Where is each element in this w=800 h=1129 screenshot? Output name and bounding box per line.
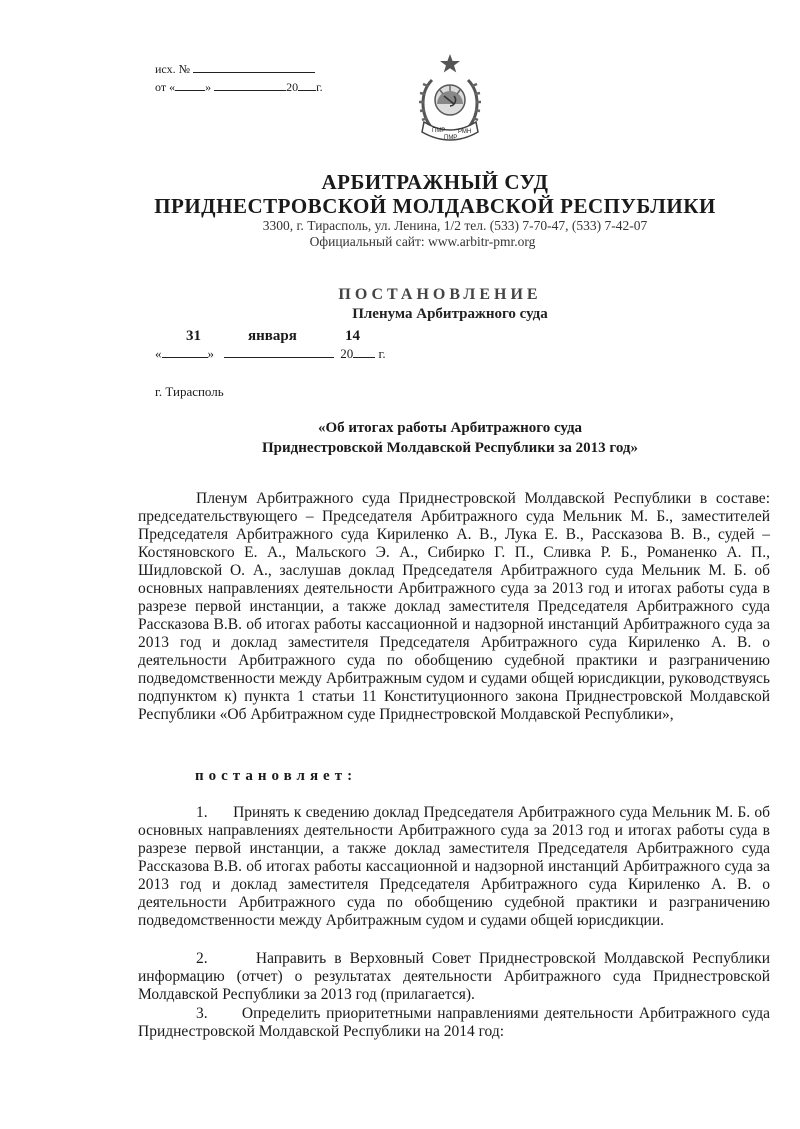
outgoing-date-mid: » <box>205 80 212 94</box>
date-blank-open: « <box>155 346 162 361</box>
outgoing-number-row <box>155 60 323 78</box>
emblem-ribbon-right-text: РМН <box>458 129 472 135</box>
date-day-underline <box>162 346 208 358</box>
outgoing-number-label: исх. № <box>155 62 191 76</box>
date-blank-close: » <box>207 346 214 361</box>
intro-paragraph: Пленум Арбитражного суда Приднестровской Молдавской Республики в составе: председательствующего – Председателя Арбитражного суда Мельник М. Б., заместителей Председателя Арбитражного суда Кириленко А. В., Лука Е. В., Рассказова В. В., судей – Костяновского Е. А., Мальского Э. А., Сибирко Г. П., Сливка Р. Б., Романенко А. П., Шидловской О. А., заслушав доклад Председателя Арбитражного суда Мельник М. Б. об основных направлениях деятельности Арбитражного суда за 2013 год и итогах работы суда в разрезе первой инстанции, а также доклад заместителя Председателя Арбитражного суда Рассказова В.В. об итогах работы кассационной и надзорной инстанций Арбитражного суда за 2013 год и доклад заместителя Председателя Арбитражного суда Кириленко А. В. о деятельности Арбитражного суда по обобщению судебной практики и разграничению подведомственности между Арбитражным судом и судами общей юрисдикции, руководствуясь подпунктом к) пункта 1 статьи 11 Конституционного закона Приднестровской Молдавской Республики «Об Арбитражном суде Приднестровской Молдавской Республики», <box>138 490 770 723</box>
subject-line2: Приднестровской Молдавской Республики за 2013 год» <box>262 440 638 456</box>
emblem-ribbon-center-text: ПМР <box>444 135 458 141</box>
decree-word: постановляет: <box>195 768 358 784</box>
emblem-wreath-left <box>423 80 432 128</box>
outgoing-date-year: 20 <box>286 80 299 94</box>
court-website: Официальный сайт: www.arbitr-pmr.org <box>309 234 536 249</box>
court-name-line2: ПРИДНЕСТРОВСКОЙ МОЛДАВСКОЙ РЕСПУБЛИКИ <box>154 194 716 218</box>
outgoing-date-prefix: от « <box>155 80 176 94</box>
court-address: 3300, г. Тирасполь, ул. Ленина, 1/2 тел. (533) 7-70-47, (533) 7-42-07 <box>262 218 648 233</box>
city: г. Тирасполь <box>155 384 224 399</box>
court-name-line1: АРБИТРАЖНЫЙ СУД <box>321 170 549 194</box>
resolution-item: 1. Принять к сведению доклад Председателя Арбитражного суда Мельник М. Б. об основных направлениях деятельности Арбитражного суда за 2013 год и итогах работы суда в разрезе первой инстанции, а также доклад заместителя Председателя Арбитражного суда Рассказова В.В. об итогах работы кассационной и надзорной инстанций Арбитражного суда за 2013 год и доклад заместителя Председателя Арбитражного суда Кириленко А. В. о деятельности Арбитражного суда по обобщению судебной практики и разграничению подведомственности между Арбитражным судом и судами общей юрисдикции. <box>138 804 770 929</box>
outgoing-date-row <box>155 78 323 96</box>
emblem-ribbon-left-text: ПМР <box>432 128 446 134</box>
emblem-wreath-right <box>468 80 477 128</box>
emblem-star-icon <box>440 54 460 73</box>
resolution-item: 2. Направить в Верховный Совет Приднестровской Молдавской Республики информацию (отчет) о результатах деятельности Арбитражного суда Приднестровской Молдавской Республики за 2013 год (прилагается). <box>138 950 770 1003</box>
date-day: 31 <box>186 328 201 344</box>
resolution-item: 3. Определить приоритетными направлениями деятельности Арбитражного суда Приднестровской Молдавской Республики на 2014 год: <box>138 1005 770 1040</box>
resolution-title: ПОСТАНОВЛЕНИЕ <box>338 286 542 303</box>
date-blank-line <box>155 346 386 362</box>
subject-title <box>0 418 800 458</box>
outgoing-year-blank <box>298 79 316 91</box>
date-month-underline <box>224 346 334 358</box>
outgoing-number-block <box>155 60 323 96</box>
date-year-underline <box>353 346 375 358</box>
resolution-subtitle: Пленума Арбитражного суда <box>352 306 548 322</box>
outgoing-day-blank <box>175 79 205 91</box>
state-emblem-icon <box>410 52 490 152</box>
subject-line1: «Об итогах работы Арбитражного суда <box>317 420 583 436</box>
date-month: января <box>248 328 297 344</box>
outgoing-date-suffix: г. <box>316 80 323 94</box>
date-year: 14 <box>345 328 360 344</box>
outgoing-month-blank <box>214 79 286 91</box>
outgoing-number-blank <box>193 61 315 73</box>
date-blank-year-prefix: 20 <box>340 346 354 361</box>
date-blank-year-suffix: г. <box>378 346 386 361</box>
